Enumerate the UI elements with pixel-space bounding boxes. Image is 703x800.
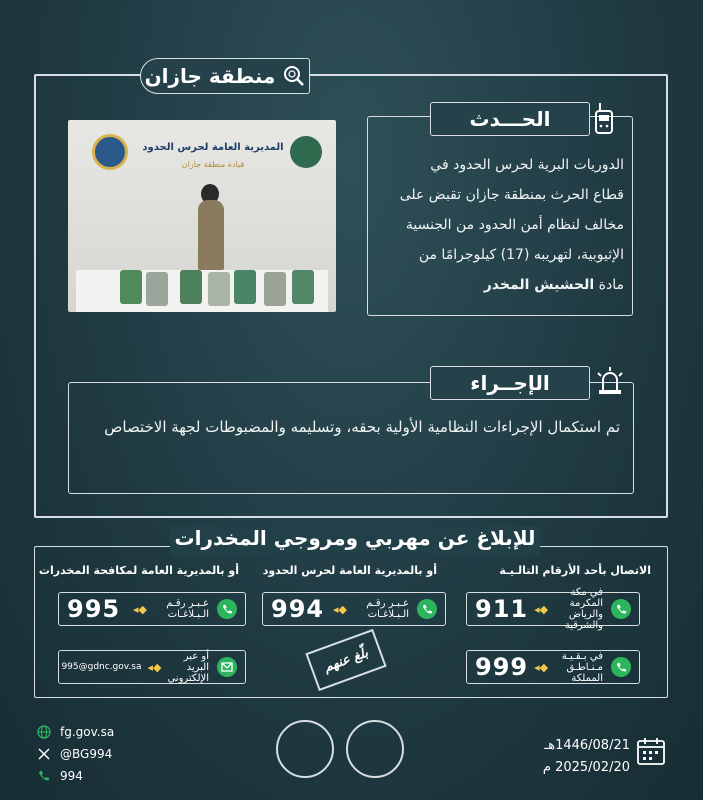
hotline-999-label: في بـقـيـة مـنـاطـق المملكة: [561, 650, 603, 684]
calendar-icon: [636, 736, 666, 766]
event-line-bold: الحشيش المخدر: [483, 277, 595, 293]
hotline-911[interactable]: [466, 587, 640, 631]
package: [180, 270, 202, 304]
footer-website[interactable]: [36, 724, 114, 740]
report-them-stamp: بلّغ عنهم: [305, 629, 386, 691]
col-head-phones: الاتصال بأحد الأرقام التالـيـة: [499, 564, 651, 577]
hijri-date: 1446/08/21هـ: [544, 738, 630, 753]
phone-icon: [217, 599, 237, 619]
footer-x[interactable]: [36, 746, 112, 762]
hotline-999-number: 999: [475, 653, 529, 681]
arrow-icon: ◆◂: [333, 602, 347, 616]
package: [292, 270, 314, 304]
event-text: [378, 150, 624, 300]
emblem-logo: [290, 136, 322, 168]
package: [264, 272, 286, 306]
mail-icon: [217, 657, 237, 677]
event-title: الحـــدث: [469, 107, 551, 131]
phone-text: 994: [60, 769, 83, 783]
phone-icon: [611, 599, 631, 619]
action-title-tag: [430, 366, 590, 400]
hotline-999[interactable]: [466, 650, 640, 684]
event-title-tag: [430, 102, 590, 136]
phone-icon: [417, 599, 437, 619]
arrow-icon: ◆◂: [133, 602, 147, 616]
event-line: الإثيوبية، لتهريبه (17) كيلوجرامًا من: [418, 247, 624, 263]
photo-banner-subtitle: قيادة منطقة جازان: [181, 160, 245, 169]
package: [234, 270, 256, 304]
package: [208, 272, 230, 306]
radio-icon: [594, 103, 614, 135]
hotline-911-label: في مكة المكرمة والرياض والشرقية: [564, 587, 603, 631]
globe-icon: [36, 724, 52, 740]
action-text: تم استكمال الإجراءات النظامية الأولية بحقه، وتسليمه والمضبوطات لجهة الاختصاص: [104, 418, 620, 436]
hotline-994[interactable]: [262, 592, 446, 626]
col-head-narcotics: أو بالمديرية العامة لمكافحة المخدرات: [38, 564, 239, 577]
action-title: الإجــراء: [470, 371, 550, 395]
person-figure: [198, 200, 224, 270]
gregorian-date: 2025/02/20 م: [542, 760, 630, 775]
region-title: منطقة جازان: [144, 64, 276, 88]
arrow-icon: ◆◂: [534, 602, 549, 616]
website-text: fg.gov.sa: [60, 725, 115, 739]
hotline-994-label: عـبـر رقـم الـبـلاغـات: [366, 598, 409, 620]
hotline-995-label: عـبـر رقـم الـبـلاغـات: [166, 598, 209, 620]
arrow-icon: ◆◂: [147, 660, 162, 674]
event-line: الدوريات البرية لحرس الحدود في: [430, 157, 624, 173]
event-line: مخالف لنظام أمن الحدود من الجنسية: [405, 217, 624, 233]
hotline-911-number: 911: [475, 595, 529, 623]
border-guard-emblem: [276, 720, 334, 778]
siren-icon: [594, 366, 626, 396]
email-report-box[interactable]: [58, 650, 246, 684]
event-line-prefix: مادة: [598, 277, 624, 293]
event-line: قطاع الحرث بمنطقة جازان تقبض على: [399, 187, 624, 203]
x-logo-icon: [36, 746, 52, 762]
search-map-icon: [283, 65, 305, 87]
email-label: أو عبر البريد الإلكتروني: [167, 650, 209, 684]
border-guard-logo: [92, 134, 128, 170]
arrow-icon: ◆◂: [534, 660, 549, 674]
interior-ministry-emblem: [346, 720, 404, 778]
photo-banner-title: المديرية العامة لحرس الحدود: [142, 142, 284, 153]
event-line: [378, 270, 624, 300]
seizure-photo: [68, 120, 336, 312]
hotline-995-number: 995: [67, 595, 121, 623]
display-table: [76, 270, 328, 312]
phone-icon: [611, 657, 631, 677]
report-title: للإبلاغ عن مهربي ومروجي المخدرات: [170, 526, 540, 556]
email-address[interactable]: 995@gdnc.gov.sa: [61, 662, 142, 672]
region-tag: [140, 58, 310, 94]
phone-icon: [36, 768, 52, 784]
col-head-border-guard: أو بالمديرية العامة لحرس الحدود: [262, 564, 437, 577]
x-handle-text: @BG994: [60, 747, 113, 761]
package: [146, 272, 168, 306]
footer-phone[interactable]: [36, 768, 83, 784]
package: [120, 270, 142, 304]
hotline-994-number: 994: [271, 595, 325, 623]
hotline-995[interactable]: [58, 592, 246, 626]
